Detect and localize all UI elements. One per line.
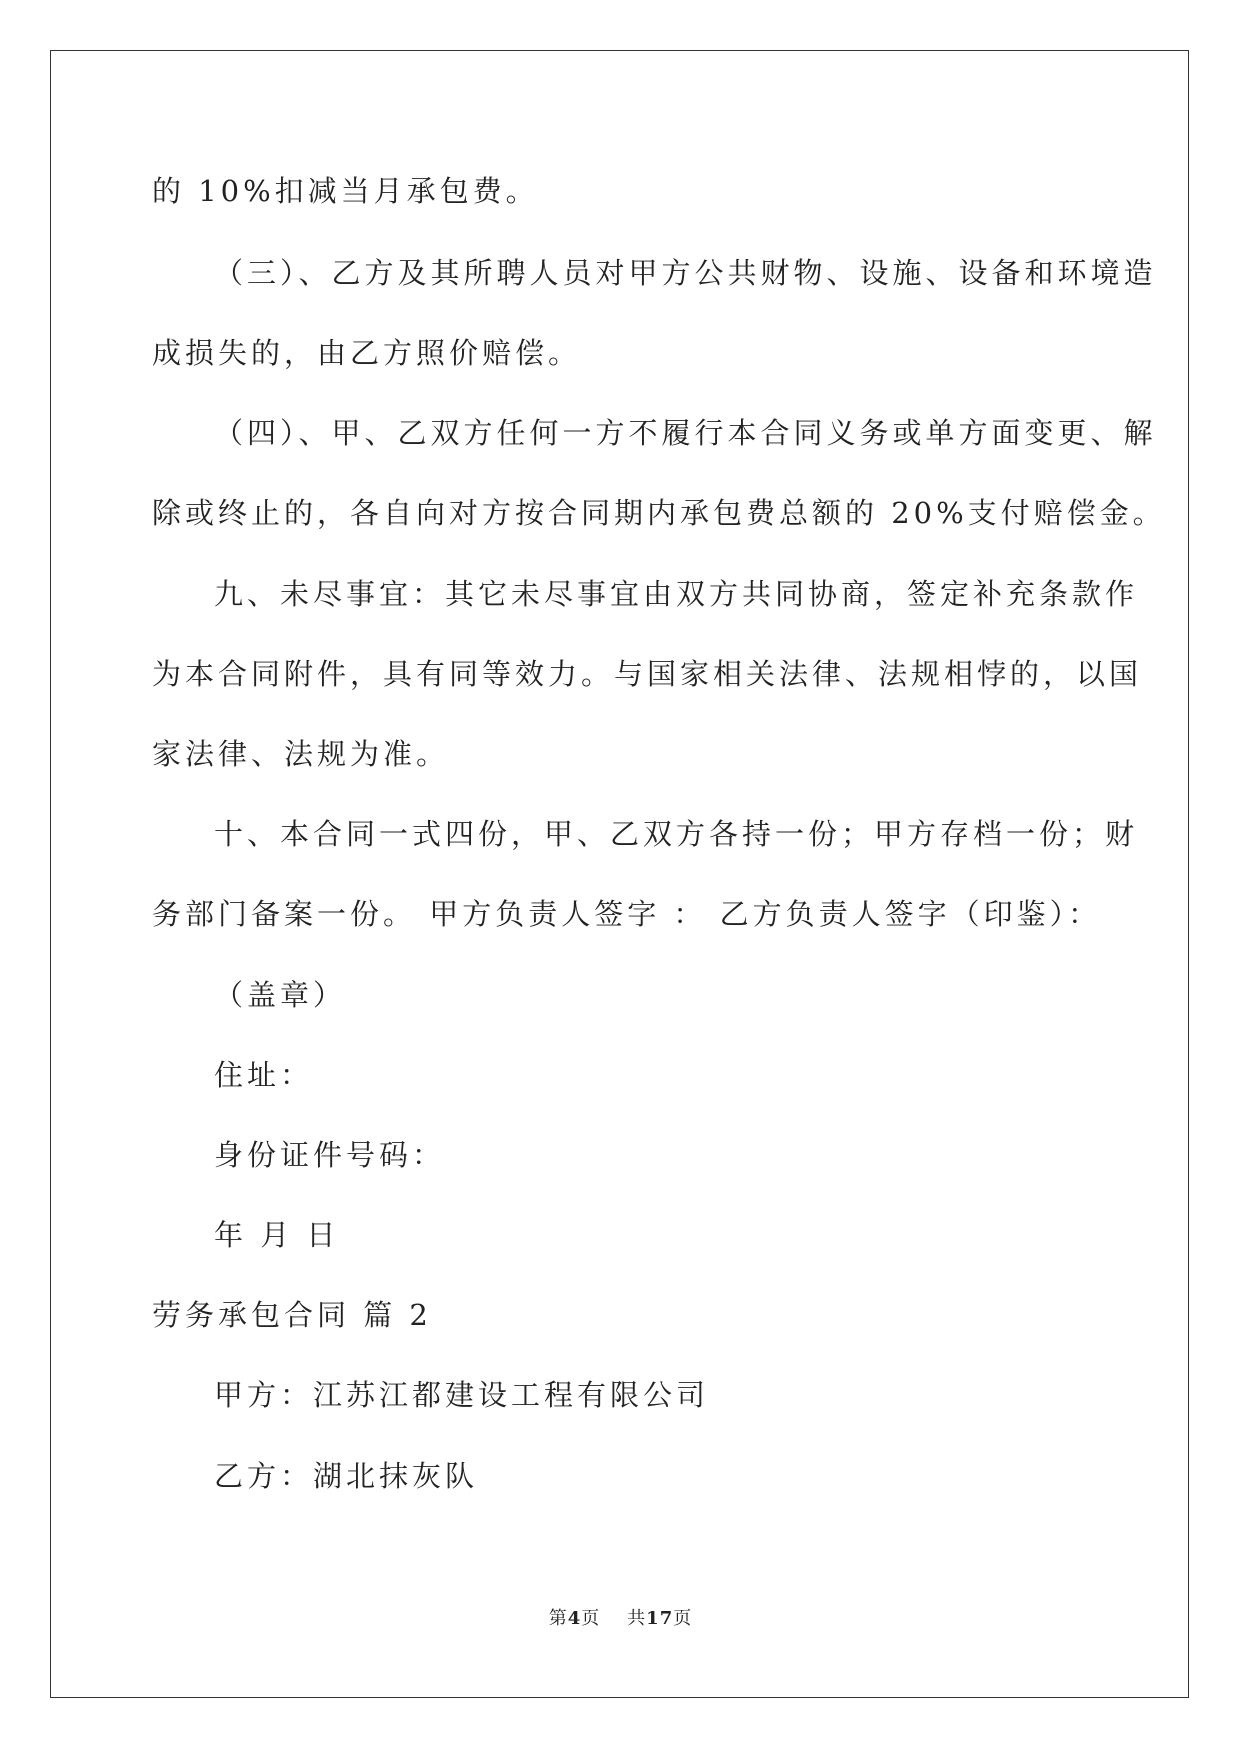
page-border xyxy=(50,50,1189,1698)
footer-page-number: 4 xyxy=(567,1608,582,1629)
text-line-13: 身份证件号码： xyxy=(214,1138,446,1172)
footer-page-suffix: 页 xyxy=(581,1608,601,1629)
text-line-9: 十、本合同一式四份，甲、乙双方各持一份；甲方存档一份；财 xyxy=(214,817,1139,851)
text-line-12: 住址： xyxy=(214,1058,314,1092)
section-heading: 劳务承包合同 篇 2 xyxy=(152,1298,432,1332)
text-line-3: 成损失的，由乙方照价赔偿。 xyxy=(152,336,582,370)
text-line-10: 务部门备案一份。 甲方负责人签字 ： 乙方负责人签字（印鉴）： xyxy=(152,897,1102,931)
text-line-11: （盖章） xyxy=(214,978,347,1012)
text-line-1: 的 10%扣减当月承包费。 xyxy=(152,174,539,208)
text-line-14: 年 月 日 xyxy=(214,1218,340,1252)
footer-total-prefix: 共 xyxy=(627,1608,647,1629)
footer-prefix: 第 xyxy=(548,1608,568,1629)
text-line-8: 家法律、法规为准。 xyxy=(152,737,450,771)
text-line-6: 九、未尽事宜：其它未尽事宜由双方共同协商，签定补充条款作 xyxy=(214,577,1139,611)
text-line-2: （三）、乙方及其所聘人员对甲方公共财物、设施、设备和环境造 xyxy=(214,256,1157,290)
footer-total-pages: 17 xyxy=(646,1608,674,1629)
text-line-17: 乙方：湖北抹灰队 xyxy=(214,1459,479,1493)
text-line-7: 为本合同附件，具有同等效力。与国家相关法律、法规相悖的，以国 xyxy=(152,657,1143,691)
text-line-16: 甲方：江苏江都建设工程有限公司 xyxy=(214,1378,710,1412)
page-footer xyxy=(0,1607,1241,1631)
text-line-5: 除或终止的，各自向对方按合同期内承包费总额的 20%支付赔偿金。 xyxy=(152,496,1166,530)
footer-total-suffix: 页 xyxy=(673,1608,693,1629)
text-line-4: （四）、甲、乙双方任何一方不履行本合同义务或单方面变更、解 xyxy=(214,416,1157,450)
